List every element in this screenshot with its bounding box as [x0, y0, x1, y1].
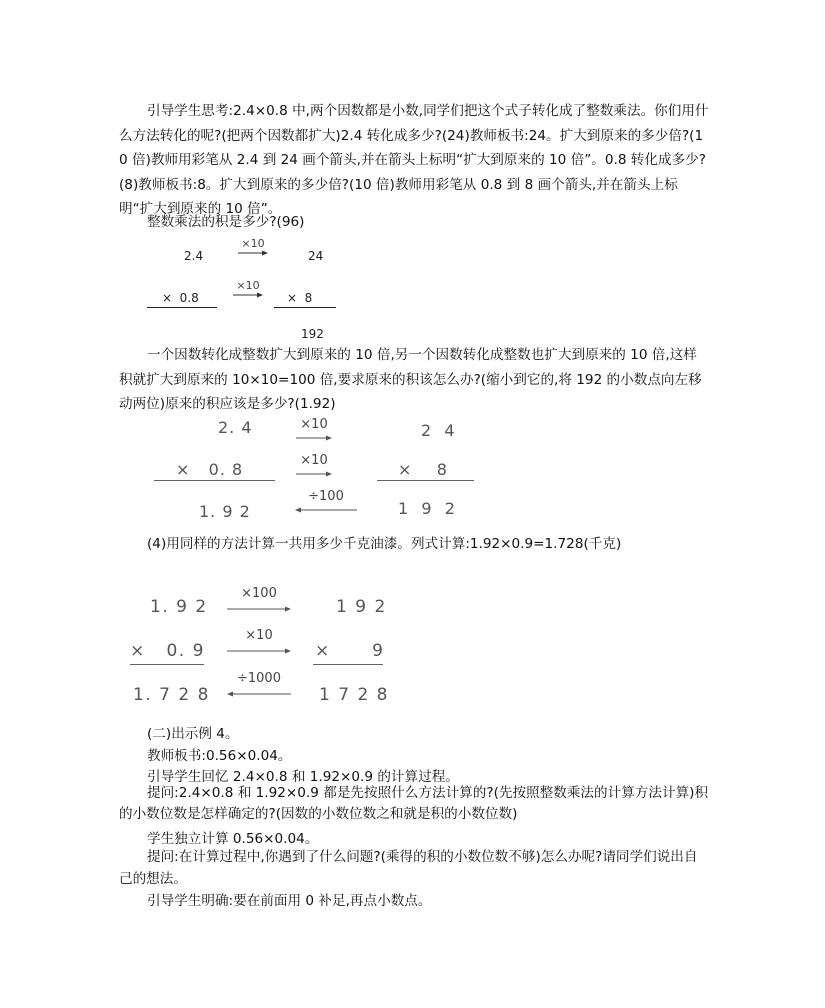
paragraph-question-problem: 提问:在计算过程中,你遇到了什么问题?(乘得的积的小数位数不够)怎么办呢?请同学们说出自己的想法。	[119, 849, 698, 887]
left-arrow-icon	[295, 507, 357, 513]
calc1-result: 192	[301, 327, 324, 341]
calc3-left-rule	[130, 664, 204, 665]
right-arrow-icon	[233, 292, 263, 298]
calc2-left-top: 2. 4	[218, 418, 253, 437]
right-arrow-icon	[227, 648, 291, 654]
calc2-right-result: 1 9 2	[398, 499, 456, 518]
calc2-left-rule	[154, 480, 275, 481]
right-arrow-icon	[296, 435, 332, 441]
calc3-right-top: 1 9 2	[336, 597, 387, 617]
right-arrow-icon	[227, 606, 291, 612]
calc1-right-rule	[274, 307, 336, 308]
calc2-arrow-times10-top: ×10	[296, 419, 332, 441]
calc1-arrow-times10-top: ×10	[238, 238, 268, 256]
calc3-left-top: 1. 9 2	[150, 597, 208, 617]
calc2-right-multiplier: × 8	[398, 460, 448, 479]
calc3-left-result: 1. 7 2 8	[133, 685, 210, 705]
calc2-right-rule	[377, 480, 474, 481]
calc1-left-multiplier: × 0.8	[162, 291, 199, 305]
calc1-arrow-times10-bottom: ×10	[233, 280, 263, 298]
calc1-left-rule	[147, 307, 217, 308]
calc2-right-top: 2 4	[421, 421, 456, 440]
line-independent-calc: 学生独立计算 0.56×0.04。	[147, 831, 319, 847]
calc2-arrow-times10-bottom: ×10	[296, 455, 332, 477]
line-recall: 引导学生回忆 2.4×0.8 和 1.92×0.9 的计算过程。	[147, 769, 459, 785]
calc2-arrow-divide100: ÷100	[295, 491, 357, 513]
calc3-right-rule	[313, 664, 383, 665]
calc1-right-multiplier: × 8	[287, 291, 313, 305]
calc2-left-result: 1. 9 2	[199, 502, 251, 521]
calc1-right-top: 24	[308, 249, 324, 263]
left-arrow-icon	[227, 691, 291, 697]
calc2-left-multiplier: × 0. 8	[176, 460, 244, 479]
calc3-right-result: 1 7 2 8	[319, 685, 389, 705]
calc3-left-multiplier: × 0. 9	[130, 641, 205, 661]
paragraph-question-method: 提问:2.4×0.8 和 1.92×0.9 都是先按照什么方法计算的?(先按照整数乘法的计算方法计算)积的小数位数是怎样确定的?(因数的小数位数之和就是积的小数位数)	[119, 785, 709, 822]
calc1-left-top: 2.4	[184, 249, 204, 263]
right-arrow-icon	[238, 250, 268, 256]
calc3-arrow-times100: ×100	[227, 588, 291, 612]
line-example-4: (二)出示例 4。	[147, 726, 239, 742]
paragraph-product-expansion: 一个因数转化成整数扩大到原来的 10 倍,另一个因数转化成整数也扩大到原来的 10 倍,这样积就扩大到原来的 10×10=100 倍,要求原来的积该怎么办?(缩小到它的,将 192 的小数点向左移动两位)原来的积应该是多少?(1.92)	[119, 347, 702, 412]
line-board-writing: 教师板书:0.56×0.04。	[147, 748, 292, 764]
line-clarify: 引导学生明确:要在前面用 0 补足,再点小数点。	[147, 893, 432, 909]
paragraph-guided-thinking: 引导学生思考:2.4×0.8 中,两个因数都是小数,同学们把这个式子转化成了整数乘法。你们用什么方法转化的呢?(把两个因数都扩大)2.4 转化成多少?(24)教师板书:24。扩大到原来的多少倍?(10 倍)教师用彩笔从 2.4 到 24 画个箭头,并在箭头上标明“扩大到原来的 10 倍”。0.8 转化成多少?(8)教师板书:8。扩大到原来的多少倍?(10 倍)教师用彩笔从 0.8 到 8 画个箭头,并在箭头上标明“扩大到原来的 10 倍”。	[119, 103, 709, 217]
paragraph-paint-calculation: (4)用同样的方法计算一共用多少千克油漆。列式计算:1.92×0.9=1.728(千克)	[147, 536, 622, 552]
calc3-right-multiplier: × 9	[315, 641, 385, 661]
calc3-arrow-divide1000: ÷1000	[227, 673, 291, 697]
right-arrow-icon	[296, 471, 332, 477]
paragraph-integer-product: 整数乘法的积是多少?(96)	[147, 214, 305, 230]
calc3-arrow-times10: ×10	[227, 630, 291, 654]
